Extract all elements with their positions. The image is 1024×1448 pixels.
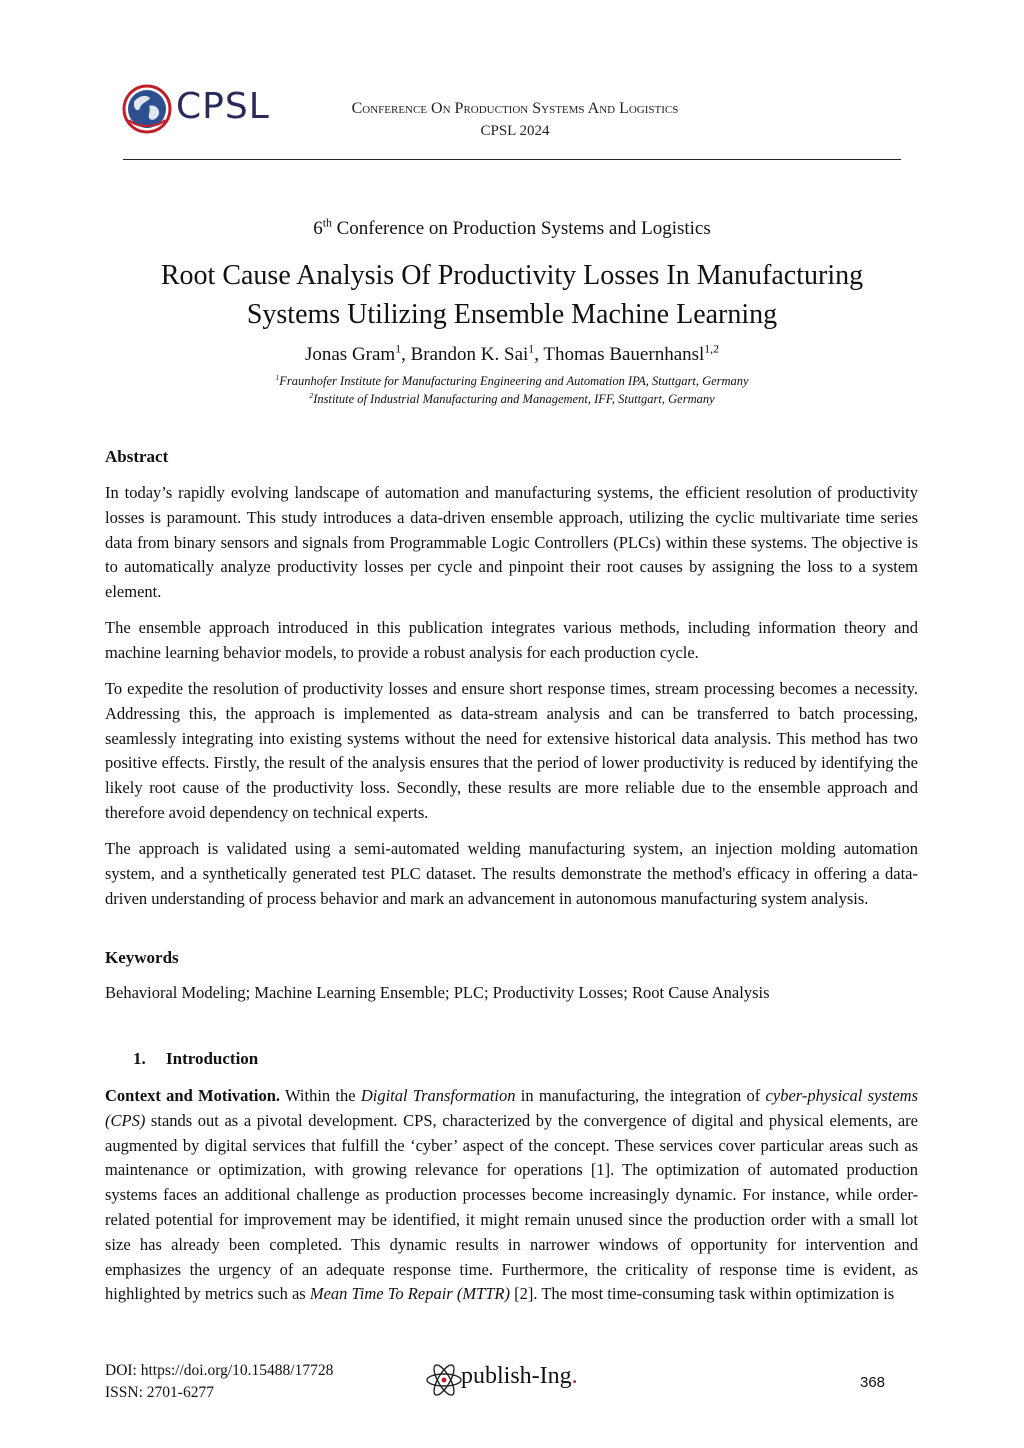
author-name: Jonas Gram xyxy=(304,344,396,365)
paper-title xyxy=(100,256,924,334)
affiliations xyxy=(100,372,924,408)
issn: ISSN: 2701-6277 xyxy=(105,1384,214,1401)
abstract-paragraph: The ensemble approach introduced in this publication integrates various methods, including information theory and machine learning behavior models, to provide a robust analysis for each production cycle. xyxy=(105,618,918,662)
section-title: Introduction xyxy=(166,1049,259,1068)
keywords-text: Behavioral Modeling; Machine Learning Ensemble; PLC; Productivity Losses; Root Cause Analysis xyxy=(105,983,770,1002)
logo-text: CPSL xyxy=(176,86,270,127)
title-line: Systems Utilizing Ensemble Machine Learning xyxy=(246,299,778,330)
doi-link[interactable]: DOI: https://doi.org/10.15488/17728 xyxy=(105,1362,334,1379)
publisher-logo: publish-Ing. xyxy=(425,1361,595,1401)
footer-identifiers xyxy=(105,1360,333,1404)
globe-icon xyxy=(122,84,172,134)
affiliation: $^1$Fraunhofer Institute for Manufacturing Engineering and Automation IPA, Stuttgart, Germany xyxy=(275,372,749,388)
title-line: Root Cause Analysis Of Productivity Losses In Manufacturing xyxy=(160,260,864,291)
keywords-heading: Keywords xyxy=(105,948,179,967)
section-number: 1. xyxy=(133,1049,146,1068)
conference-line: Conference On Production Systems And Logistics xyxy=(351,100,679,117)
page-number: 368 xyxy=(860,1374,886,1391)
author-name: Thomas Bauernhansl xyxy=(543,344,705,365)
affiliation: $^2$Institute of Industrial Manufacturing and Management, IFF, Stuttgart, Germany xyxy=(309,390,715,406)
section-heading xyxy=(133,1049,258,1069)
publisher-name: publish-Ing xyxy=(461,1363,572,1389)
abstract-paragraph: In today’s rapidly evolving landscape of automation and manufacturing systems, the efficient resolution of productivity losses is paramount. This study introduces a data-driven ensemble approach, utilizing the cyclic multivariate time series data from binary sensors and signals from Programmable Logic Controllers (PLCs) within these systems. The objective is to automatically analyze productivity losses per cycle and pinpoint their root causes by assigning the loss to a system element. xyxy=(105,483,918,602)
cpsl-logo xyxy=(122,82,270,136)
introduction-paragraph: Context and Motivation. Within the Digital Transformation in manufacturing, the integration of cyber-physical systems (CPS) stands out as a pivotal development. CPS, characterized by the convergence of digital and physical elements, are augmented by digital services that fulfill the ‘cyber’ aspect of the concept. These services cover particular areas such as maintenance or optimization, with growing relevance for operations [1]. The optimization of automated production systems faces an additional challenge as production processes become increasingly dynamic. For instance, while order-related potential for improvement may be identified, it might remain unused since the production order with a small lot size has already been completed. This dynamic results in narrower windows of opportunity for intervention and emphasizes the urgency of an adequate response time. Furthermore, the criticality of response time is evident, as highlighted by metrics such as Mean Time To Repair (MTTR) [2]. The most time-consuming task within optimization is xyxy=(105,1086,918,1304)
abstract-paragraph: The approach is validated using a semi-automated welding manufacturing system, an injection molding automation system, and a synthetically generated test PLC dataset. The results demonstrate the method's efficacy in offering a data-driven understanding of process behavior and mark an advancement in autonomous manufacturing system analysis. xyxy=(105,839,918,908)
author-list: Jonas Gram$^1$, Brandon K. Sai$^1$, Thomas Bauernhansl$^{1,2}$ xyxy=(304,342,720,365)
abstract-heading: Abstract xyxy=(105,447,169,466)
atom-icon xyxy=(425,1361,463,1399)
conference-short: CPSL 2024 xyxy=(480,123,550,139)
author-name: Brandon K. Sai xyxy=(410,344,529,365)
conference-edition: 6th Conference on Production Systems and Logistics xyxy=(313,216,711,239)
conference-header xyxy=(270,98,760,142)
abstract-paragraph: To expedite the resolution of productivity losses and ensure short response times, stream processing becomes a necessity. Addressing this, the approach is implemented as data-stream analysis and can be transferred to batch processing, seamlessly integrating into existing systems without the need for extensive historical data analysis. This method has two positive effects. Firstly, the result of the analysis ensures that the period of lower productivity is reduced by identifying the likely root cause of the productivity loss. Secondly, these results are more reliable due to the ensemble approach and therefore avoid dependency on technical experts. xyxy=(105,679,918,822)
header-divider xyxy=(123,159,901,160)
